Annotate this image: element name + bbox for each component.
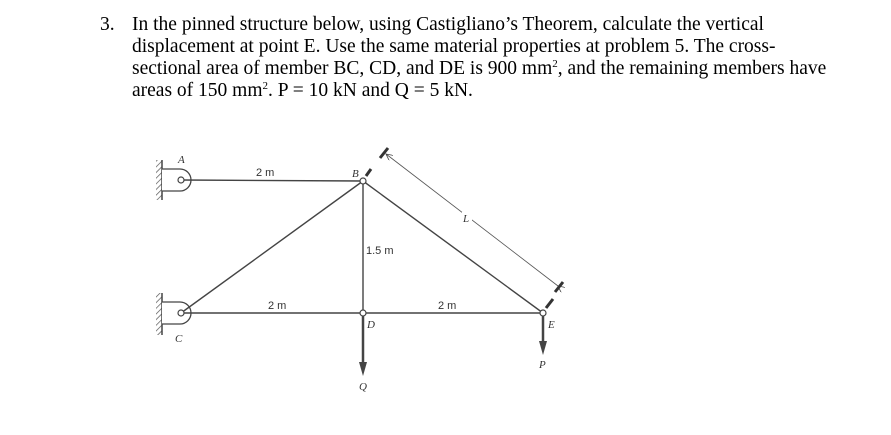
load-q-label: Q (359, 381, 367, 393)
problem-line-4a: areas of 150 mm (132, 80, 263, 101)
problem-line-3a: sectional area of member BC, CD, and DE is 900 mm (132, 58, 553, 79)
dimension-bd-label: 1.5 m (366, 245, 394, 257)
pin-joints (178, 177, 546, 316)
dimension-be-label: L (463, 213, 470, 225)
dimension-de-label: 2 m (438, 300, 457, 312)
superscript: 2 (262, 80, 269, 92)
wall-support-c (156, 293, 191, 335)
joint-d (360, 310, 366, 316)
problem-line-1: In the pinned structure below, using Castigliano’s Theorem, calculate the vertical (132, 14, 764, 35)
truss-members (181, 180, 543, 313)
superscript: 2 (552, 58, 558, 70)
dimension-ab-label: 2 m (256, 167, 275, 179)
node-label-c: C (175, 333, 183, 345)
dimension-l (366, 148, 563, 308)
load-p-label: P (539, 359, 546, 371)
node-label-d: D (367, 319, 375, 331)
problem-line-2: displacement at point E. Use the same material properties at problem 5. The cross- (132, 36, 776, 57)
node-label-a: A (178, 154, 185, 166)
joint-e (540, 310, 546, 316)
node-label-e: E (548, 319, 555, 331)
joint-b (360, 178, 366, 184)
problem-line-4b: . P = 10 kN and Q = 5 kN. (268, 80, 473, 101)
node-label-b: B (352, 168, 359, 180)
problem-number: 3. (100, 14, 115, 35)
load-q-arrow (359, 316, 367, 376)
member-cb (181, 181, 363, 313)
problem-line-3b: , and the remaining members have (557, 58, 827, 79)
member-ab (181, 180, 363, 181)
load-p-arrow (539, 316, 547, 355)
dimension-cd-label: 2 m (268, 300, 287, 312)
pin-c (178, 310, 184, 316)
pin-a (178, 177, 184, 183)
